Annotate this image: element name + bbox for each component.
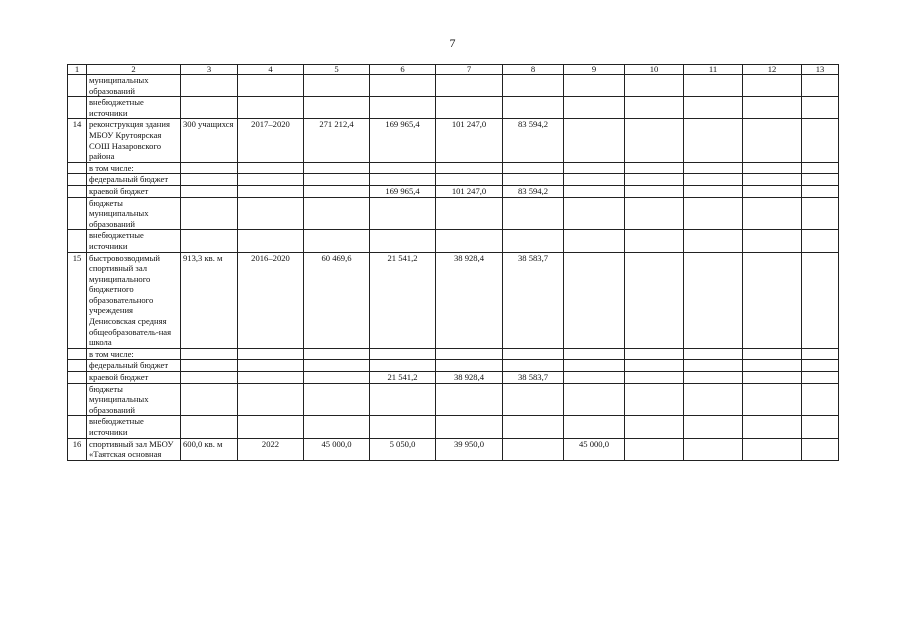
row-number-cell: [68, 383, 87, 416]
value-cell: [503, 75, 564, 97]
empty-cell: [802, 252, 839, 348]
empty-cell: [625, 197, 684, 230]
item-name-cell: федеральный бюджет: [87, 174, 181, 186]
empty-cell: [684, 97, 743, 119]
value-cell: [436, 383, 503, 416]
row-number-cell: [68, 162, 87, 174]
table-row: [68, 383, 839, 416]
value-cell: [238, 197, 304, 230]
value-cell: [564, 174, 625, 186]
value-cell: [238, 185, 304, 197]
empty-cell: [743, 348, 802, 360]
value-cell: [304, 162, 370, 174]
empty-cell: [743, 416, 802, 438]
item-name-cell: внебюджетные источники: [87, 97, 181, 119]
row-number-cell: [68, 97, 87, 119]
value-cell: [238, 372, 304, 384]
item-name-cell: федеральный бюджет: [87, 360, 181, 372]
value-cell: [181, 174, 238, 186]
column-header: 11: [684, 65, 743, 75]
empty-cell: [684, 383, 743, 416]
item-name-cell: краевой бюджет: [87, 372, 181, 384]
empty-cell: [684, 372, 743, 384]
value-cell: [181, 416, 238, 438]
value-cell: [370, 348, 436, 360]
value-cell: 83 594,2: [503, 119, 564, 162]
value-cell: 5 050,0: [370, 438, 436, 460]
value-cell: [370, 162, 436, 174]
value-cell: [370, 360, 436, 372]
item-name-cell: бюджеты муниципальных образований: [87, 383, 181, 416]
empty-cell: [743, 383, 802, 416]
value-cell: [564, 197, 625, 230]
value-cell: [238, 383, 304, 416]
empty-cell: [625, 97, 684, 119]
value-cell: [564, 252, 625, 348]
value-cell: [304, 174, 370, 186]
empty-cell: [625, 252, 684, 348]
empty-cell: [684, 162, 743, 174]
table-row: [68, 162, 839, 174]
value-cell: [238, 162, 304, 174]
empty-cell: [625, 174, 684, 186]
empty-cell: [625, 119, 684, 162]
value-cell: [238, 360, 304, 372]
value-cell: [181, 383, 238, 416]
row-number-cell: [68, 75, 87, 97]
empty-cell: [684, 174, 743, 186]
value-cell: [370, 230, 436, 252]
value-cell: [181, 230, 238, 252]
table-row: [68, 230, 839, 252]
value-cell: 45 000,0: [304, 438, 370, 460]
value-cell: [564, 230, 625, 252]
value-cell: [503, 197, 564, 230]
value-cell: 21 541,2: [370, 252, 436, 348]
item-name-cell: бюджеты муниципальных образований: [87, 197, 181, 230]
table-row: [68, 119, 839, 162]
header-row: [68, 65, 839, 75]
value-cell: 913,3 кв. м: [181, 252, 238, 348]
empty-cell: [743, 360, 802, 372]
value-cell: [181, 75, 238, 97]
value-cell: [304, 372, 370, 384]
column-header: 3: [181, 65, 238, 75]
empty-cell: [743, 230, 802, 252]
empty-cell: [743, 438, 802, 460]
empty-cell: [684, 75, 743, 97]
value-cell: [304, 185, 370, 197]
value-cell: 169 965,4: [370, 119, 436, 162]
empty-cell: [802, 438, 839, 460]
empty-cell: [625, 372, 684, 384]
empty-cell: [625, 162, 684, 174]
empty-cell: [625, 438, 684, 460]
value-cell: [564, 119, 625, 162]
value-cell: [304, 383, 370, 416]
empty-cell: [802, 75, 839, 97]
value-cell: [370, 416, 436, 438]
table-row: [68, 75, 839, 97]
table-row: [68, 174, 839, 186]
empty-cell: [802, 416, 839, 438]
value-cell: [564, 416, 625, 438]
empty-cell: [625, 75, 684, 97]
row-number-cell: [68, 348, 87, 360]
row-number-cell: [68, 185, 87, 197]
item-name-cell: реконструкция здания МБОУ Крутоярская СОШ Назаровского района: [87, 119, 181, 162]
value-cell: [436, 230, 503, 252]
item-name-cell: внебюджетные источники: [87, 230, 181, 252]
value-cell: [436, 75, 503, 97]
value-cell: 45 000,0: [564, 438, 625, 460]
empty-cell: [802, 360, 839, 372]
value-cell: [370, 197, 436, 230]
empty-cell: [802, 383, 839, 416]
item-name-cell: быстровозводимый спортивный зал муниципального бюджетного образовательного учреждения Денисовская средняя общеобразователь-ная школа: [87, 252, 181, 348]
table-row: [68, 197, 839, 230]
column-header: 8: [503, 65, 564, 75]
value-cell: [238, 97, 304, 119]
row-number-cell: 15: [68, 252, 87, 348]
value-cell: 600,0 кв. м: [181, 438, 238, 460]
value-cell: [503, 360, 564, 372]
value-cell: 2022: [238, 438, 304, 460]
value-cell: [503, 174, 564, 186]
column-header: 2: [87, 65, 181, 75]
value-cell: [503, 162, 564, 174]
table-row: [68, 97, 839, 119]
value-cell: [436, 348, 503, 360]
value-cell: 60 469,6: [304, 252, 370, 348]
empty-cell: [743, 75, 802, 97]
value-cell: [564, 75, 625, 97]
column-header: 7: [436, 65, 503, 75]
empty-cell: [802, 372, 839, 384]
value-cell: [564, 372, 625, 384]
row-number-cell: [68, 416, 87, 438]
empty-cell: [802, 197, 839, 230]
row-number-cell: 16: [68, 438, 87, 460]
column-header: 10: [625, 65, 684, 75]
column-header: 6: [370, 65, 436, 75]
investment-table: [67, 64, 839, 461]
table-row: [68, 185, 839, 197]
value-cell: [564, 97, 625, 119]
empty-cell: [625, 230, 684, 252]
value-cell: [181, 185, 238, 197]
value-cell: [503, 348, 564, 360]
value-cell: [304, 348, 370, 360]
value-cell: [436, 174, 503, 186]
value-cell: [503, 438, 564, 460]
row-number-cell: 14: [68, 119, 87, 162]
empty-cell: [743, 252, 802, 348]
value-cell: [181, 162, 238, 174]
value-cell: [370, 75, 436, 97]
value-cell: [304, 360, 370, 372]
page-number: 7: [449, 36, 456, 50]
value-cell: [304, 230, 370, 252]
value-cell: 38 928,4: [436, 252, 503, 348]
empty-cell: [684, 360, 743, 372]
empty-cell: [743, 197, 802, 230]
table-row: [68, 438, 839, 460]
empty-cell: [802, 162, 839, 174]
value-cell: [436, 360, 503, 372]
value-cell: [503, 383, 564, 416]
empty-cell: [743, 119, 802, 162]
value-cell: [304, 97, 370, 119]
item-name-cell: спортивный зал МБОУ «Таятская основная: [87, 438, 181, 460]
value-cell: 169 965,4: [370, 185, 436, 197]
empty-cell: [625, 348, 684, 360]
value-cell: [564, 360, 625, 372]
empty-cell: [625, 383, 684, 416]
value-cell: 21 541,2: [370, 372, 436, 384]
value-cell: [503, 416, 564, 438]
empty-cell: [743, 162, 802, 174]
item-name-cell: в том числе:: [87, 162, 181, 174]
row-number-cell: [68, 174, 87, 186]
value-cell: [238, 416, 304, 438]
value-cell: [304, 416, 370, 438]
value-cell: 101 247,0: [436, 185, 503, 197]
value-cell: [181, 360, 238, 372]
empty-cell: [684, 438, 743, 460]
value-cell: [436, 162, 503, 174]
empty-cell: [802, 119, 839, 162]
value-cell: 271 212,4: [304, 119, 370, 162]
value-cell: [181, 97, 238, 119]
value-cell: 39 950,0: [436, 438, 503, 460]
value-cell: [564, 185, 625, 197]
value-cell: [370, 383, 436, 416]
item-name-cell: внебюджетные источники: [87, 416, 181, 438]
value-cell: 38 928,4: [436, 372, 503, 384]
value-cell: [304, 197, 370, 230]
table-row: [68, 360, 839, 372]
value-cell: [238, 174, 304, 186]
table-row: [68, 252, 839, 348]
value-cell: 2017–2020: [238, 119, 304, 162]
empty-cell: [684, 252, 743, 348]
table-row: [68, 348, 839, 360]
empty-cell: [802, 97, 839, 119]
value-cell: [503, 97, 564, 119]
column-header: 4: [238, 65, 304, 75]
value-cell: [436, 97, 503, 119]
row-number-cell: [68, 230, 87, 252]
value-cell: 38 583,7: [503, 252, 564, 348]
empty-cell: [743, 372, 802, 384]
value-cell: [181, 197, 238, 230]
empty-cell: [625, 185, 684, 197]
empty-cell: [684, 416, 743, 438]
empty-cell: [802, 230, 839, 252]
empty-cell: [625, 416, 684, 438]
value-cell: 83 594,2: [503, 185, 564, 197]
table-row: [68, 372, 839, 384]
item-name-cell: в том числе:: [87, 348, 181, 360]
value-cell: [564, 383, 625, 416]
value-cell: 101 247,0: [436, 119, 503, 162]
row-number-cell: [68, 360, 87, 372]
value-cell: [370, 174, 436, 186]
column-header: 9: [564, 65, 625, 75]
value-cell: [238, 230, 304, 252]
value-cell: 300 учащихся: [181, 119, 238, 162]
value-cell: [564, 348, 625, 360]
empty-cell: [684, 197, 743, 230]
empty-cell: [802, 185, 839, 197]
column-header: 5: [304, 65, 370, 75]
value-cell: 2016–2020: [238, 252, 304, 348]
value-cell: [370, 97, 436, 119]
value-cell: 38 583,7: [503, 372, 564, 384]
empty-cell: [802, 348, 839, 360]
item-name-cell: муниципальных образований: [87, 75, 181, 97]
empty-cell: [684, 185, 743, 197]
column-header: 12: [743, 65, 802, 75]
value-cell: [304, 75, 370, 97]
column-header: 1: [68, 65, 87, 75]
row-number-cell: [68, 197, 87, 230]
value-cell: [181, 372, 238, 384]
column-header: 13: [802, 65, 839, 75]
value-cell: [564, 162, 625, 174]
value-cell: [238, 75, 304, 97]
value-cell: [436, 416, 503, 438]
value-cell: [238, 348, 304, 360]
empty-cell: [802, 174, 839, 186]
empty-cell: [684, 230, 743, 252]
value-cell: [181, 348, 238, 360]
row-number-cell: [68, 372, 87, 384]
empty-cell: [684, 348, 743, 360]
empty-cell: [743, 97, 802, 119]
empty-cell: [684, 119, 743, 162]
value-cell: [503, 230, 564, 252]
empty-cell: [625, 360, 684, 372]
table-row: [68, 416, 839, 438]
empty-cell: [743, 174, 802, 186]
value-cell: [436, 197, 503, 230]
empty-cell: [743, 185, 802, 197]
item-name-cell: краевой бюджет: [87, 185, 181, 197]
